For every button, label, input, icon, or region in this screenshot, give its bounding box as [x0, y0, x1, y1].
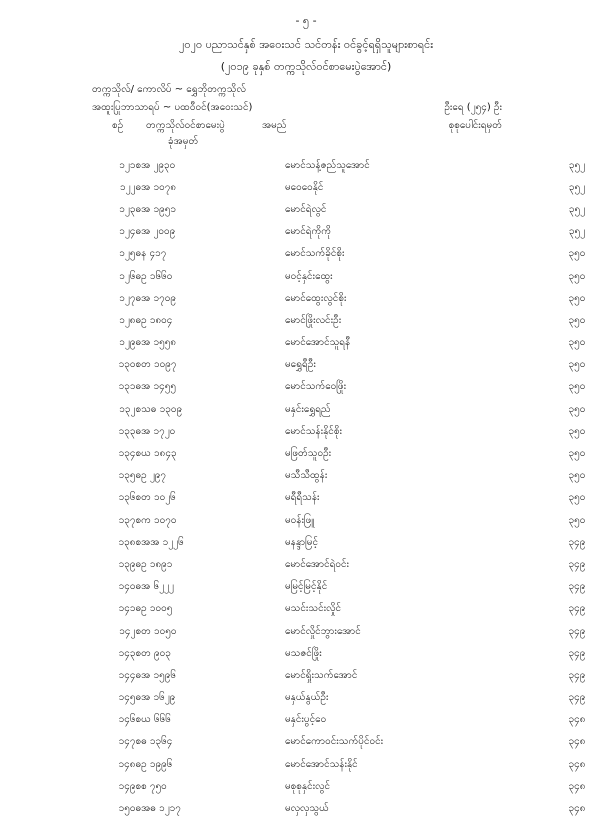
- student-name: မသဇင်ဖြိုး: [284, 647, 322, 659]
- table-row: [0, 287, 612, 309]
- row-number: ၁၂၂: [120, 181, 136, 193]
- roll-number: ဓအ ၁၅၅၈: [135, 337, 177, 349]
- student-name: မောင်သက်ဝေဖြိုး: [284, 381, 347, 393]
- row-number: ၁၃၇: [118, 514, 136, 526]
- row-number: ၁၃၃: [118, 425, 136, 437]
- roll-number: ဓဥ ၁၀၀၅: [135, 603, 173, 615]
- row-number: ၁၅၀: [118, 803, 136, 815]
- roll-number: ဓန ၄၁၇: [135, 248, 167, 260]
- subject-label: အထူးပြုဘာသာရပ် ~ ပထဝီဝင်(အဝေးသင်): [92, 102, 253, 113]
- roll-number: စတ ၉၀၃: [135, 647, 171, 659]
- table-row: [0, 154, 612, 176]
- roll-number: ဓအ ၆၂၂၂: [135, 581, 174, 593]
- total-score: ၃၄၈: [568, 714, 586, 726]
- student-name: မောင်ရဲလွင်: [284, 203, 327, 215]
- roll-number: စအ ၂၉၃၀: [135, 159, 176, 171]
- roll-number: ဓအ ၁၉၅၁: [135, 203, 176, 215]
- student-name: မောင်သန့်ဇည်သူအောင်: [284, 159, 370, 171]
- row-number: ၁၂၅: [119, 248, 136, 260]
- row-number: ၁၂၇: [119, 292, 136, 304]
- university-label: တက္ကသိုလ်/ ကောလိပ် ~ ရွှေဘိုတက္ကသိုလ်: [92, 84, 246, 95]
- row-number: ၁၂၃: [119, 203, 136, 215]
- total-score: ၃၅၀: [568, 292, 586, 304]
- student-name: မရီရီသန်း: [284, 492, 320, 504]
- table-row: [0, 198, 612, 220]
- student-name: မရွှေရီဦး: [284, 359, 316, 371]
- row-number: ၁၃၂: [119, 403, 136, 415]
- total-score: ၃၄၉: [568, 669, 586, 681]
- row-number: ၁၄၈: [118, 758, 136, 770]
- row-number: ၁၃၈: [118, 536, 136, 548]
- table-row: [0, 775, 612, 797]
- total-score: ၃၄၉: [568, 581, 586, 593]
- row-number: ၁၃၆: [118, 492, 136, 504]
- roll-number: ဓအ ၁၄၅၅: [135, 381, 176, 393]
- row-number: ၁၄၁: [118, 603, 136, 615]
- student-name: မောင်သန်းနိုင်စိုး: [284, 425, 343, 437]
- total-score: ၃၅၀: [568, 492, 586, 504]
- roll-number: စဓ ၁၃၆၄: [135, 736, 173, 748]
- roll-number: ဓအ ၂၀၀၉: [135, 226, 176, 238]
- table-row: [0, 664, 612, 686]
- row-number: ၁၄၆: [118, 714, 136, 726]
- roll-number: ဓအ ၁၇၂၀: [135, 425, 176, 437]
- roll-number: ဓအ ၁၇၀၉: [135, 292, 176, 304]
- total-score: ၃၄၉: [568, 625, 586, 637]
- intake-count: ဦးရေ (၂၅၄) ဦး: [444, 102, 502, 113]
- row-number: ၁၃၅: [118, 470, 136, 482]
- total-score: ၃၄၉: [568, 692, 586, 704]
- row-number: ၁၄၉: [118, 780, 136, 792]
- header-roll: တက္ကသိုလ်ဝင်စာမေးပွဲ: [146, 120, 225, 131]
- total-score: ၃၅၀: [568, 403, 586, 415]
- row-number: ၁၄၅: [118, 692, 136, 704]
- table-row: [0, 243, 612, 265]
- total-score: ၃၅၀: [568, 448, 586, 460]
- header-total: စုစုပေါင်းရမှတ်: [448, 120, 502, 131]
- student-name: မသင်းသင်းလှိုင်: [284, 603, 342, 615]
- header-no: စဉ်: [112, 120, 124, 131]
- roll-number: စသဓ ၁၃၀၉: [135, 403, 183, 415]
- row-number: ၁၃၉: [118, 558, 136, 570]
- total-score: ၃၄၉: [568, 536, 586, 548]
- student-name: မမြင့်မြင့်နိုင်: [284, 581, 328, 593]
- row-number: ၁၄၃: [118, 647, 136, 659]
- total-score: ၃၄၉: [568, 558, 586, 570]
- total-score: ၃၅၀: [568, 381, 586, 393]
- roll-number: စယ ၁၈၄၃: [135, 448, 177, 460]
- student-name: မဝန်းဖြူ: [284, 514, 315, 526]
- row-number: ၁၄၂: [119, 625, 136, 637]
- student-name: မောင်ကောဝင်းသက်ပိုင်ဝင်း: [284, 736, 384, 748]
- table-row: [0, 553, 612, 575]
- student-name: မောင်လှိုင်ဘွားအောင်: [284, 625, 361, 637]
- total-score: ၃၄၈: [568, 780, 586, 792]
- table-row: [0, 420, 612, 442]
- row-number: ၁၃၁: [118, 381, 136, 393]
- table-row: [0, 620, 612, 642]
- roll-number: ဓဥ ၁၈၀၄: [135, 314, 173, 326]
- results-table-body: [0, 154, 612, 820]
- roll-number: စတ ၁၀၉၇: [135, 359, 177, 371]
- roll-number: စအအ ၁၂၂၆: [135, 536, 184, 548]
- roll-number: ဓဥ ၁၈၉၁: [135, 558, 173, 570]
- student-name: မောင်အောင်သန်းနိုင်: [284, 758, 358, 770]
- total-score: ၃၅၀: [568, 314, 586, 326]
- table-row: [0, 531, 612, 553]
- student-name: မနှင်းပွင့်ဝေ: [284, 714, 327, 726]
- row-number: ၁၂၄: [119, 226, 136, 238]
- total-score: ၃၅၀: [568, 248, 586, 260]
- table-row: [0, 332, 612, 354]
- roll-number: စတ ၁၀၂၆: [135, 492, 176, 504]
- document-subtitle: (၂၀၁၉ ခုနှစ် တက္ကသိုလ်ဝင်စာမေးပွဲအောင်): [220, 60, 392, 73]
- row-number: ၁၄၀: [118, 581, 136, 593]
- header-name: အမည်: [262, 120, 287, 131]
- table-row: [0, 442, 612, 464]
- student-name: မသီသီထွန်း: [284, 470, 328, 482]
- table-row: [0, 398, 612, 420]
- student-name: မနှယ်နွယ်ဦး: [284, 692, 329, 704]
- student-name: မောင်အောင်သူရနီ: [284, 337, 351, 349]
- document-title: ၂၀၂၀ ပညာသင်နှစ် အဝေးသင် သင်တန်း ဝင်ခွင့်ရရှိသူများစာရင်း: [178, 38, 433, 51]
- student-name: မောင်ဖြိုးလင်းဦး: [284, 314, 342, 326]
- row-number: ၁၄၇: [118, 736, 136, 748]
- table-row: [0, 509, 612, 531]
- roll-number: စစ ၇၅၀: [135, 780, 167, 792]
- row-number: ၁၄၄: [118, 669, 136, 681]
- total-score: ၃၅၀: [568, 270, 586, 282]
- table-row: [0, 576, 612, 598]
- row-number: ၁၂၆: [119, 270, 136, 282]
- student-name: မောင်ထွေးလွင်စိုး: [284, 292, 347, 304]
- student-name: မောင်ရဲကိုကို: [284, 226, 332, 238]
- total-score: ၃၄၉: [568, 647, 586, 659]
- total-score: ၃၅၂: [568, 159, 586, 171]
- roll-number: ဓအဓ ၁၂၁၇: [135, 803, 181, 815]
- student-name: မလှလှသွယ်: [284, 803, 329, 815]
- table-row: [0, 176, 612, 198]
- table-row: [0, 465, 612, 487]
- table-row: [0, 753, 612, 775]
- table-row: [0, 598, 612, 620]
- table-row: [0, 221, 612, 243]
- roll-number: ဓအ ၁၅၉၆: [135, 669, 176, 681]
- roll-number: စတ ၁၀၅၀: [135, 625, 177, 637]
- header-roll-number: ခုံအမှတ်: [168, 136, 199, 147]
- student-name: မောင်ရှိုးသက်အောင်: [284, 669, 358, 681]
- row-number: ၁၂၉: [119, 337, 136, 349]
- total-score: ၃၄၈: [568, 758, 586, 770]
- total-score: ၃၅၂: [568, 181, 586, 193]
- table-row: [0, 797, 612, 819]
- total-score: ၃၄၈: [568, 736, 586, 748]
- total-score: ၃၅၀: [568, 425, 586, 437]
- total-score: ၃၅၀: [568, 359, 586, 371]
- row-number: ၁၂၁: [119, 159, 136, 171]
- table-row: [0, 487, 612, 509]
- total-score: ၃၅၂: [568, 203, 586, 215]
- table-row: [0, 709, 612, 731]
- results-table: [0, 154, 612, 820]
- table-row: [0, 731, 612, 753]
- total-score: ၃၄၉: [568, 603, 586, 615]
- student-name: မနှင်းရွှေရည်: [284, 403, 331, 415]
- total-score: ၃၄၈: [568, 803, 586, 815]
- roll-number: ဓဥ ၁၉၉၆: [135, 758, 173, 770]
- table-row: [0, 265, 612, 287]
- roll-number: စယ ၆၆၆: [135, 714, 171, 726]
- row-number: ၁၃၀: [118, 359, 136, 371]
- student-name: မဖြတ်သူဝဦး: [284, 448, 332, 460]
- student-name: မနန္ဒာမြင့်: [284, 536, 319, 548]
- student-name: မောင်အောင်ရဲဝင်း: [284, 558, 350, 570]
- row-number: ၁၂၈: [119, 314, 136, 326]
- student-name: မဝေဝေနိုင်: [284, 181, 324, 193]
- roll-number: ဓအ ၁၆၂၉: [135, 692, 176, 704]
- table-row: [0, 309, 612, 331]
- table-row: [0, 376, 612, 398]
- total-score: ၃၅၀: [568, 470, 586, 482]
- page-number: - ၅ -: [295, 14, 317, 27]
- total-score: ၃၅၀: [568, 337, 586, 349]
- table-row: [0, 354, 612, 376]
- total-score: ၃၅၂: [568, 226, 586, 238]
- roll-number: ဓဥ ၂၉၇: [135, 470, 166, 482]
- roll-number: ဓအ ၁၀၇၈: [135, 181, 177, 193]
- total-score: ၃၅၀: [568, 514, 586, 526]
- row-number: ၁၃၄: [118, 448, 136, 460]
- student-name: မဝင့်နှင်းထွေး: [284, 270, 333, 282]
- table-row: [0, 687, 612, 709]
- roll-number: စက ၁၀၇၀: [135, 514, 177, 526]
- student-name: မောင်သက်ခိုင်စိုး: [284, 248, 345, 260]
- roll-number: ဓဥ ၁၆၆၀: [135, 270, 173, 282]
- student-name: မစုစုနှင်းလွင်: [284, 780, 331, 792]
- table-row: [0, 642, 612, 664]
